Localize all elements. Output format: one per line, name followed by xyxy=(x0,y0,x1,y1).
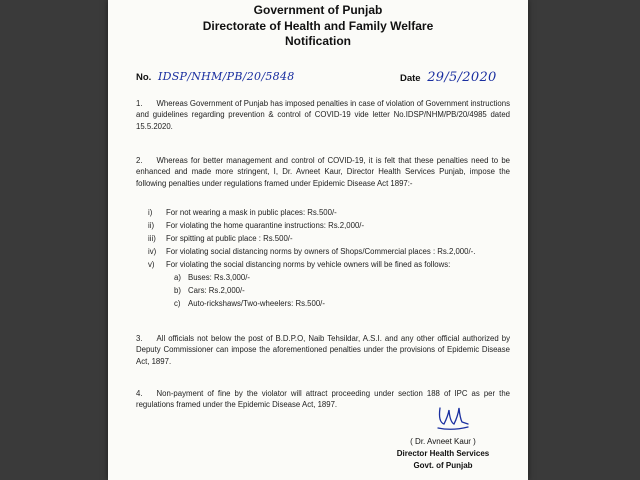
paragraph-3 xyxy=(136,333,510,367)
penalty-list xyxy=(148,206,508,310)
notification-document xyxy=(108,0,528,480)
paragraph-2 xyxy=(136,155,510,189)
vehicle-fine-item: b) Cars: Rs.2,000/- xyxy=(174,286,245,295)
paragraph-number: 2. xyxy=(136,156,143,165)
header-government: Government of Punjab xyxy=(253,3,383,17)
letterhead xyxy=(108,3,528,50)
paragraph-number: 4. xyxy=(136,389,143,398)
penalty-item: i) For not wearing a mask in public places: Rs.500/- xyxy=(148,208,337,217)
penalty-item: ii) For violating the home quarantine instructions: Rs.2,000/- xyxy=(148,221,365,230)
vehicle-fine-item: c) Auto-rickshaws/Two-wheelers: Rs.500/- xyxy=(174,299,325,308)
paragraph-text: Whereas Government of Punjab has imposed penalties in case of violation of Government instructions and guidelines regarding prevention & control of COVID-19 vide letter No.IDSP/NHM/PB/20/4985 dated 15.5.2020. xyxy=(136,99,510,131)
paragraph-text: Whereas for better management and control of COVID-19, it is felt that these penalties need to be enhanced and made more stringent, I, Dr. Avneet Kaur, Director Health Services Punjab, impose the following penalties under regulations framed under Epidemic Disease Act 1897:- xyxy=(136,156,510,188)
signatory-org: Govt. of Punjab xyxy=(413,461,473,470)
paragraph-number: 1. xyxy=(136,99,143,108)
paragraph-1 xyxy=(136,98,510,132)
vehicle-fine-item: a) Buses: Rs.3,000/- xyxy=(174,273,250,282)
paragraph-text: All officials not below the post of B.D.P.O, Naib Tehsildar, A.S.I. and any other official authorized by Deputy Commissioner can impose the aforementioned penalties under the provisions of Epidemic Disease Act, 1897. xyxy=(136,334,510,366)
paragraph-number: 3. xyxy=(136,334,143,343)
signature-block xyxy=(376,436,510,472)
signatory-name: ( Dr. Avneet Kaur ) xyxy=(410,437,476,446)
notification-date xyxy=(400,70,497,85)
date-value: 29/5/2020 xyxy=(427,70,497,85)
penalty-item: iv) For violating social distancing norms by owners of Shops/Commercial places : Rs.2,000/-. xyxy=(148,247,476,256)
penalty-item: v) For violating the social distancing norms by vehicle owners will be fined as follows: xyxy=(148,260,451,269)
paragraph-text: Non-payment of fine by the violator will attract proceeding under section 188 of IPC as per the regulations framed under the Epidemic Disease Act, 1897. xyxy=(136,389,510,410)
header-notification: Notification xyxy=(285,34,351,48)
header-directorate: Directorate of Health and Family Welfare xyxy=(202,18,434,33)
signatory-designation: Director Health Services xyxy=(396,449,490,458)
handwritten-signature xyxy=(432,404,472,434)
date-label: Date xyxy=(400,73,421,84)
notification-number xyxy=(136,70,295,83)
number-value: IDSP/NHM/PB/20/5848 xyxy=(157,70,295,83)
number-label: No. xyxy=(136,72,152,83)
penalty-item: iii) For spitting at public place : Rs.500/- xyxy=(148,234,293,243)
